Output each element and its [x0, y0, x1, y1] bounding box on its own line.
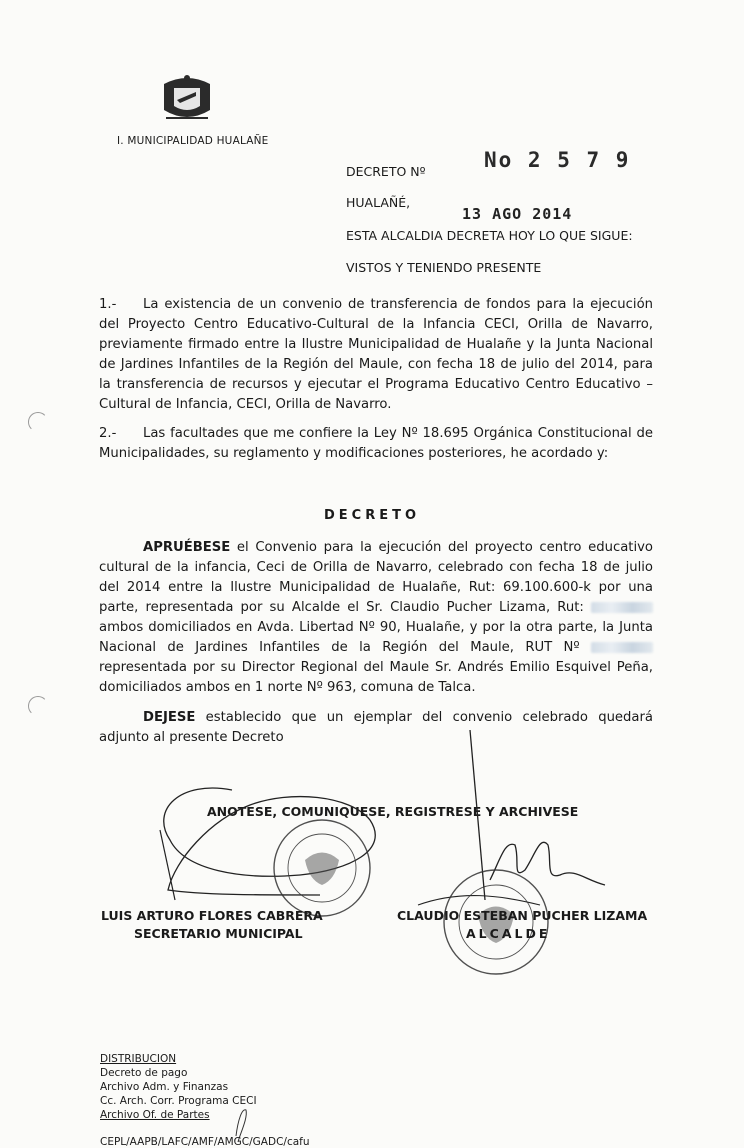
punch-hole: [28, 696, 48, 716]
distribution-item: Decreto de pago: [100, 1067, 188, 1079]
distribution-item: Cc. Arch. Corr. Programa CECI: [100, 1095, 257, 1107]
considerando-number: 2.-: [99, 426, 117, 441]
dejese-text: establecido que un ejemplar del convenio celebrado quedará adjunto al presente Decreto: [99, 710, 653, 745]
decreto-title: DECRETO: [323, 508, 421, 523]
resolution-lead: APRUÉBESE: [143, 540, 231, 555]
decreto-label: DECRETO Nº: [346, 164, 426, 179]
considerando-text: Las facultades que me confiere la Ley Nº 18.695 Orgánica Constitucional de Municipalidades, su reglamento y modificaciones posteriores, he acordado y:: [99, 426, 653, 461]
initials-footer: CEPL/AAPB/LAFC/AMF/AMGC/GADC/cafu: [100, 1136, 310, 1148]
punch-hole: [28, 412, 48, 432]
vistos-heading: VISTOS Y TENIENDO PRESENTE: [346, 260, 542, 275]
closing-formula: ANOTESE, COMUNIQUESE, REGISTRESE Y ARCHIVESE: [207, 804, 579, 819]
dejese-lead: DEJESE: [143, 710, 196, 725]
resolution-text-3: representada por su Director Regional del Maule Sr. Andrés Emilio Esquivel Peña, domiciliados ambos en 1 norte Nº 963, comuna de Talca.: [99, 660, 653, 695]
resolution-text-2: ambos domiciliados en Avda. Libertad Nº 90, Hualañe, y por la otra parte, la Junta Nacional de Jardines Infantiles de la Región del Maule, RUT Nº: [99, 620, 653, 655]
distribution-item: Archivo Adm. y Finanzas: [100, 1081, 229, 1093]
right-signatory-name: CLAUDIO ESTEBAN PUCHER LIZAMA: [397, 908, 648, 923]
left-signatory-title: SECRETARIO MUNICIPAL: [134, 926, 303, 941]
distribution-list: [100, 1052, 257, 1122]
distribution-heading: DISTRIBUCION: [100, 1053, 177, 1065]
decreto-number-stamp: No 2 5 7 9: [484, 148, 631, 172]
right-signature-scribble: [490, 842, 605, 885]
place-label: HUALAÑÉ,: [346, 195, 411, 210]
date-stamp: 13 AGO 2014: [462, 205, 573, 223]
considerando-number: 1.-: [99, 297, 117, 312]
intro-line: ESTA ALCALDIA DECRETA HOY LO QUE SIGUE:: [346, 228, 633, 243]
right-signatory-title: ALCALDE: [466, 926, 551, 941]
left-signatory-name: LUIS ARTURO FLORES CABRERA: [101, 908, 323, 923]
municipality-name: I. MUNICIPALIDAD HUALAÑE: [117, 135, 269, 147]
distribution-item: Archivo Of. de Partes: [100, 1109, 210, 1121]
resolution-text-1: el Convenio para la ejecución del proyecto centro educativo cultural de la infancia, Ceci de Orilla de Navarro, celebrado con fecha 18 de julio del 2014 entre la Ilustre Municipalidad de Hualañe, Rut: 69.100.600-k por una parte, representada por su Alcalde el Sr. Claudio Pucher Lizama, Rut:: [99, 540, 653, 615]
left-stamp: [274, 820, 370, 916]
considerando-text: La existencia de un convenio de transferencia de fondos para la ejecución del Proyecto Centro Educativo-Cultural de la Infancia CECI, Orilla de Navarro, previamente firmado entre la Ilustre Municipalidad de Hualañe y la Junta Nacional de Jardines Infantiles de la Región del Maule, con fecha 18 de julio del 2014, para la transferencia de recursos y ejecutar el Programa Educativo Centro Educativo – Cultural de Infancia, CECI, Orilla de Navarro.: [99, 297, 653, 412]
